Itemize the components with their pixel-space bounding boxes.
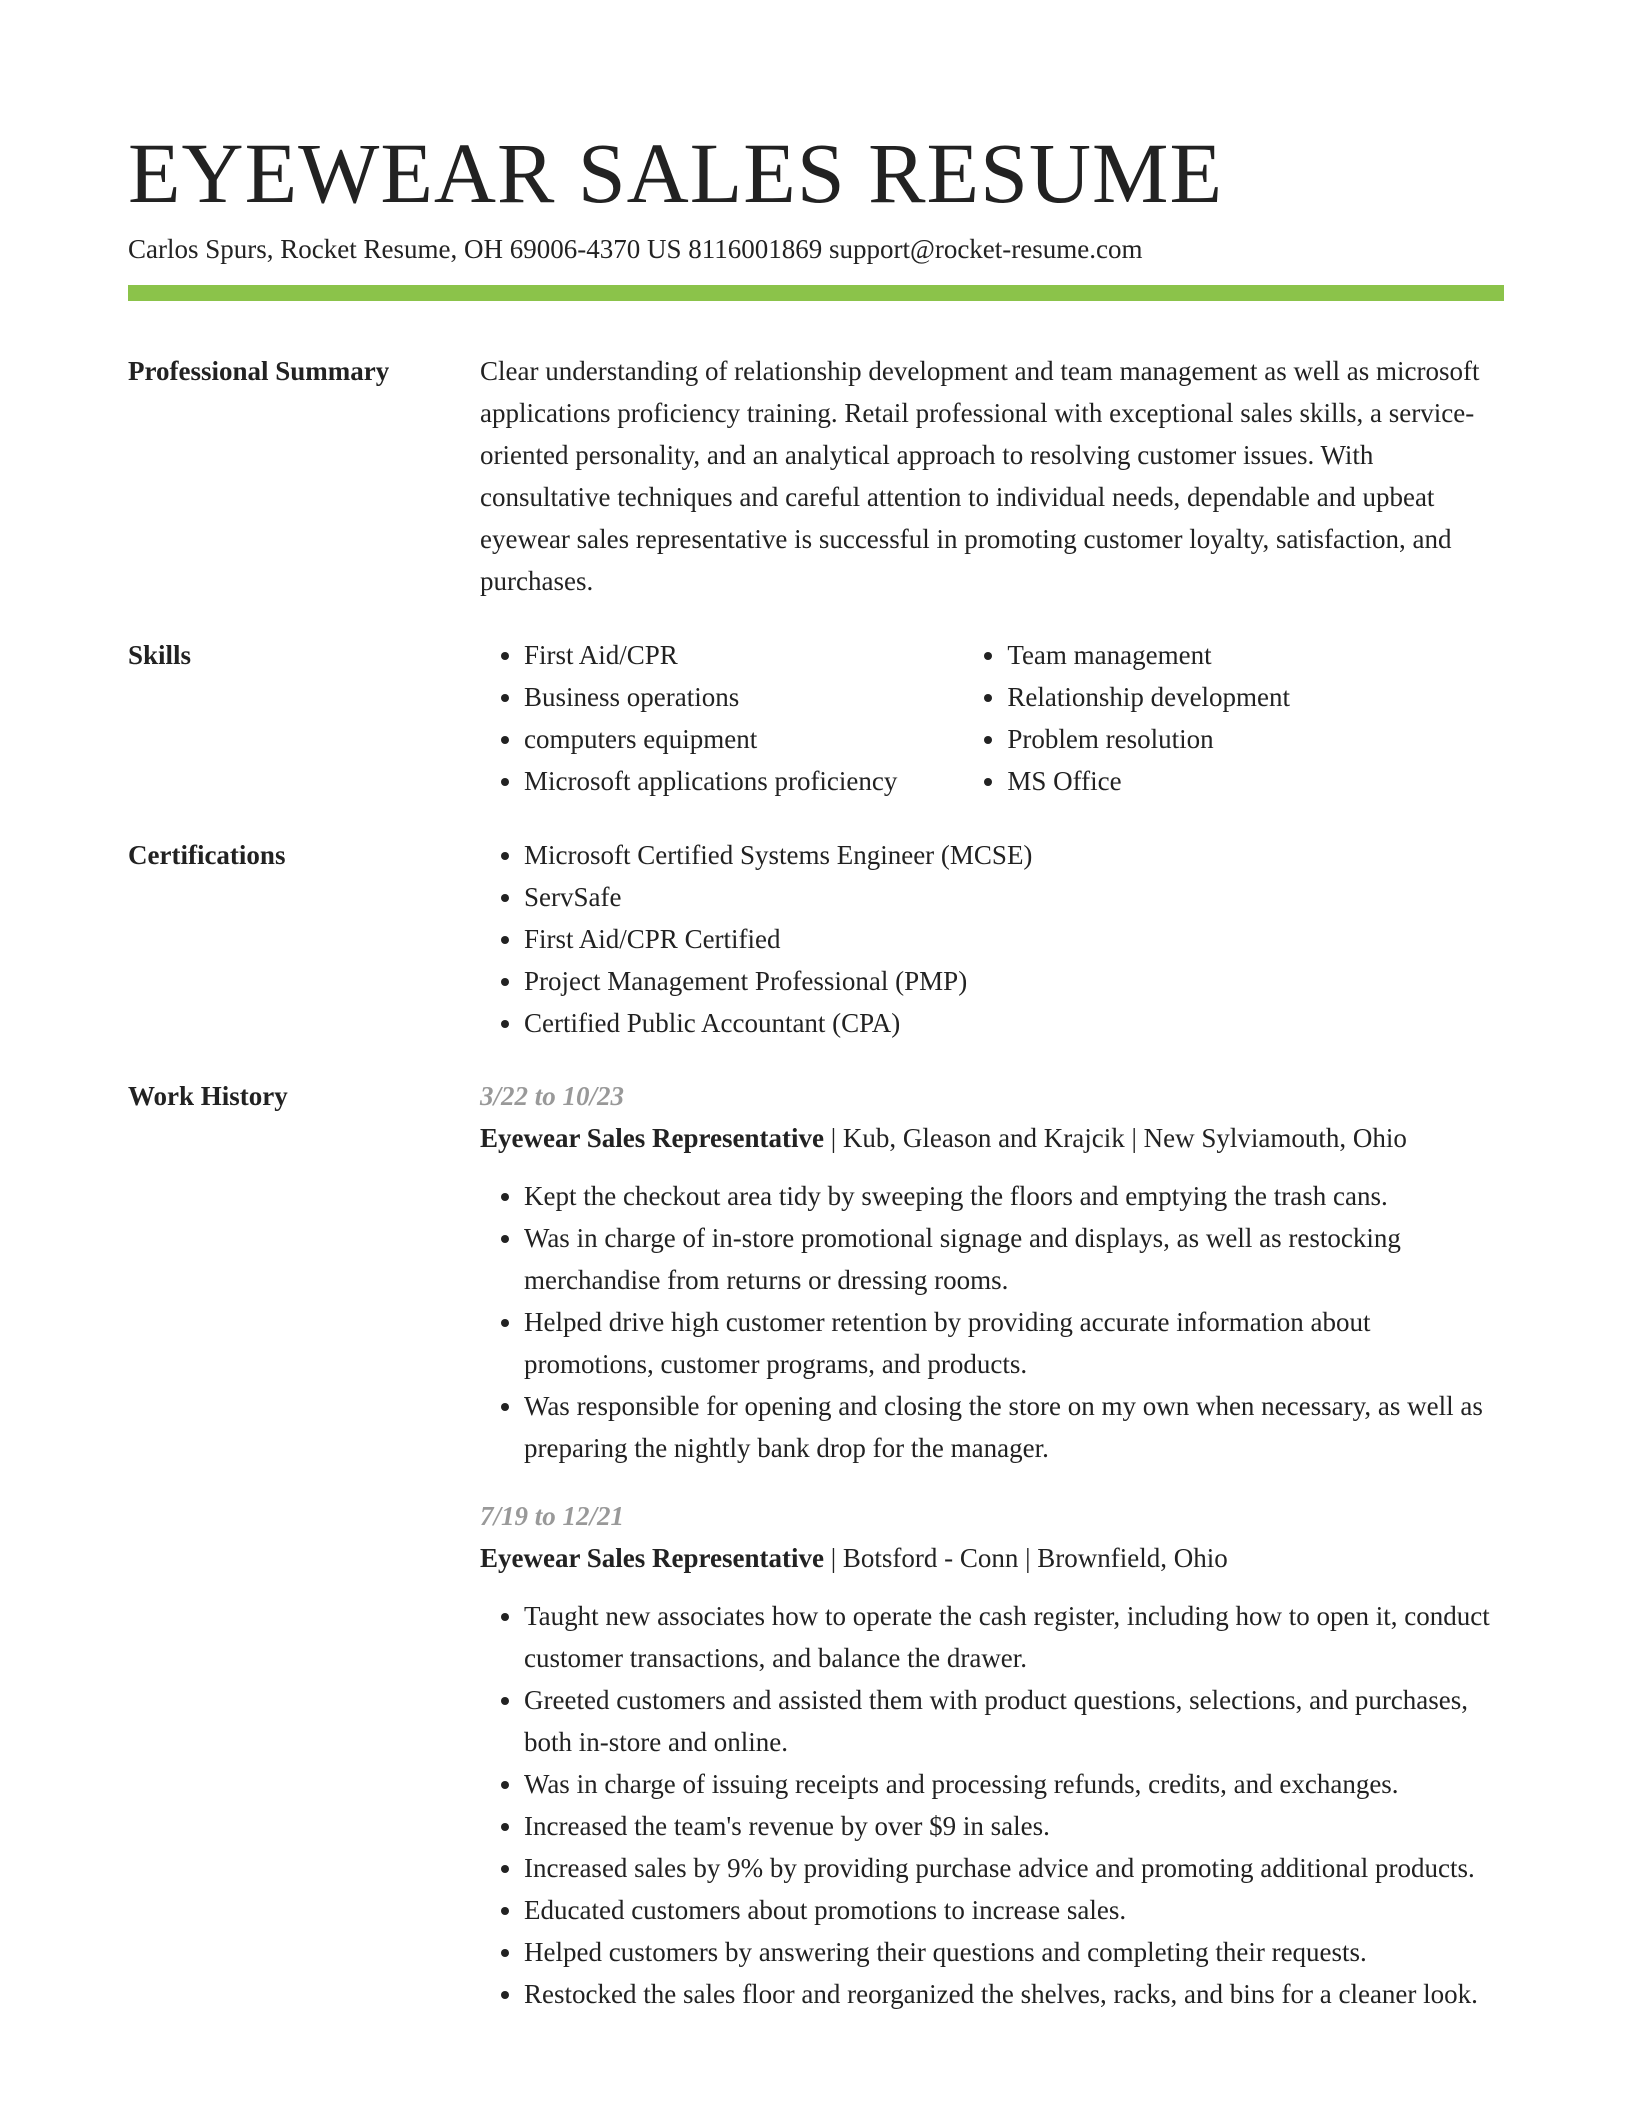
resume-title: EYEWEAR SALES RESUME <box>128 125 1223 221</box>
skill-item: • Microsoft applications proficiency <box>524 760 963 802</box>
summary-heading: Professional Summary <box>128 356 390 386</box>
job-bullet: • Increased the team's revenue by over $9 in sales. <box>524 1805 1504 1847</box>
certifications-heading: Certifications <box>128 840 286 870</box>
job-bullet: • Restocked the sales floor and reorganized the shelves, racks, and bins for a cleaner look. <box>524 1973 1504 2015</box>
job-bullet: • Helped drive high customer retention by providing accurate information about promotions, customer programs, and products. <box>524 1301 1504 1385</box>
certification-item: • ServSafe <box>524 876 1504 918</box>
job-bullets <box>480 1595 1504 2015</box>
skills-heading: Skills <box>128 640 192 670</box>
certifications-body <box>480 834 1504 1044</box>
job-entry <box>480 1075 1504 1469</box>
job-bullet: • Kept the checkout area tidy by sweeping the floors and emptying the trash cans. <box>524 1175 1504 1217</box>
job-header <box>480 1117 1504 1159</box>
skill-item: • computers equipment <box>524 718 963 760</box>
job-header <box>480 1537 1504 1579</box>
contact-line: Carlos Spurs, Rocket Resume, OH 69006-4370 US 8116001869 support@rocket-resume.com <box>128 234 1143 264</box>
accent-divider <box>128 285 1504 301</box>
skills-list-right <box>963 634 1504 802</box>
job-bullets <box>480 1175 1504 1469</box>
summary-text: Clear understanding of relationship development and team management as well as microsoft applications proficiency training. Retail professional with exceptional sales skills, a service-oriented personality, and an analytical approach to resolving customer issues. With consultative techniques and careful attention to individual needs, dependable and upbeat eyewear sales representative is successful in promoting customer loyalty, satisfaction, and purchases. <box>480 356 1480 596</box>
skill-item: • MS Office <box>1007 760 1504 802</box>
skill-item: • Business operations <box>524 676 963 718</box>
skills-list-left <box>480 634 963 802</box>
certification-item: • Microsoft Certified Systems Engineer (MCSE) <box>524 834 1504 876</box>
job-bullet: • Educated customers about promotions to increase sales. <box>524 1889 1504 1931</box>
work-history-body <box>480 1075 1504 2015</box>
summary-body <box>480 350 1504 602</box>
job-entry <box>480 1495 1504 2015</box>
skills-body <box>480 634 1504 802</box>
job-bullet: • Was in charge of issuing receipts and processing refunds, credits, and exchanges. <box>524 1763 1504 1805</box>
job-details: | Kub, Gleason and Krajcik | New Sylviamouth, Ohio <box>823 1123 1407 1153</box>
skill-item: • Team management <box>1007 634 1504 676</box>
certification-item: • Project Management Professional (PMP) <box>524 960 1504 1002</box>
job-dates: 7/19 to 12/21 <box>480 1501 625 1531</box>
skill-item: • First Aid/CPR <box>524 634 963 676</box>
work-history-heading: Work History <box>128 1081 288 1111</box>
certification-item: • Certified Public Accountant (CPA) <box>524 1002 1504 1044</box>
certifications-list <box>480 834 1504 1044</box>
skill-item: • Relationship development <box>1007 676 1504 718</box>
job-bullet: • Was responsible for opening and closing the store on my own when necessary, as well as preparing the nightly bank drop for the manager. <box>524 1385 1504 1469</box>
certification-item: • First Aid/CPR Certified <box>524 918 1504 960</box>
job-title: Eyewear Sales Representative <box>480 1123 824 1153</box>
job-bullet: • Greeted customers and assisted them with product questions, selections, and purchases, both in-store and online. <box>524 1679 1504 1763</box>
job-title: Eyewear Sales Representative <box>480 1543 824 1573</box>
job-bullet: • Taught new associates how to operate the cash register, including how to open it, conduct customer transactions, and balance the drawer. <box>524 1595 1504 1679</box>
job-bullet: • Increased sales by 9% by providing purchase advice and promoting additional products. <box>524 1847 1504 1889</box>
job-bullet: • Was in charge of in-store promotional signage and displays, as well as restocking merchandise from returns or dressing rooms. <box>524 1217 1504 1301</box>
job-details: | Botsford - Conn | Brownfield, Ohio <box>823 1543 1228 1573</box>
job-dates: 3/22 to 10/23 <box>480 1081 625 1111</box>
skill-item: • Problem resolution <box>1007 718 1504 760</box>
job-bullet: • Helped customers by answering their questions and completing their requests. <box>524 1931 1504 1973</box>
